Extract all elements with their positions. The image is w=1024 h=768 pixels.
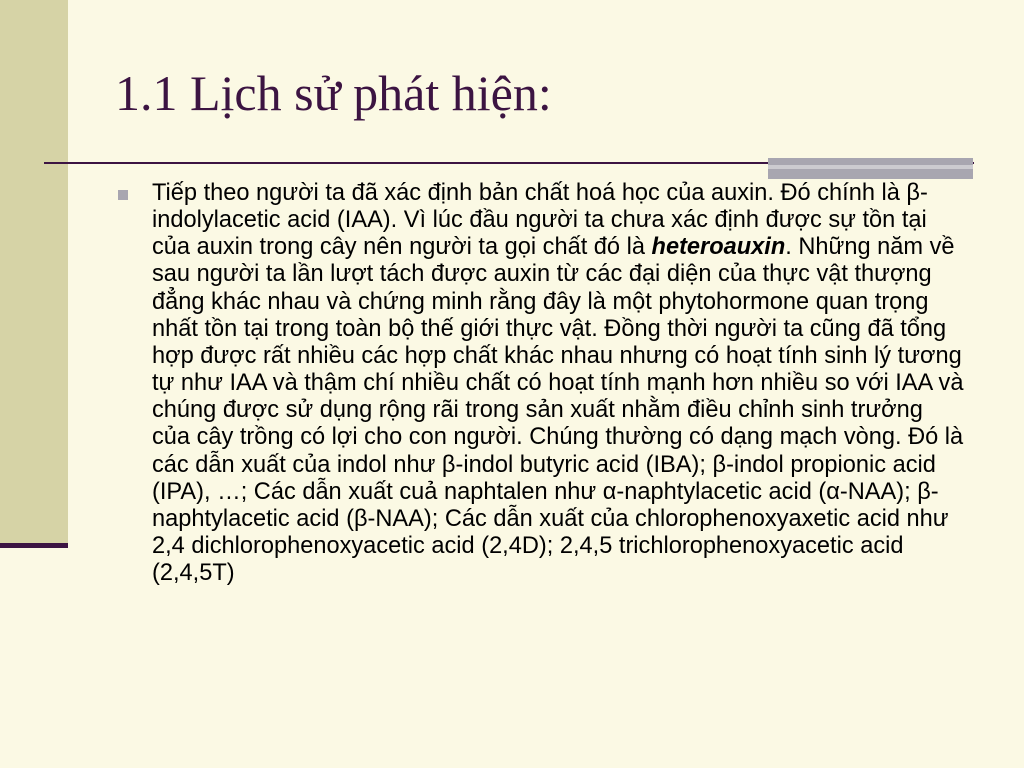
slide-title: 1.1 Lịch sử phát hiện: xyxy=(115,65,552,121)
sidebar-rule xyxy=(0,543,68,548)
paragraph-text-after: . Những năm về sau người ta lần lượt tách được auxin từ các đại diện của thực vật thượng đẳng khác nhau và chứng minh rằng đây là một phytohormone quan trọng nhất tồn tại trong toàn bộ thế giới thực vật. Đồng thời người ta cũng đã tổng hợp được rất nhiều các hợp chất khác nhau nhưng có hoạt tính sinh lý tương tự như IAA và thậm chí nhiều chất có hoạt tính mạnh hơn nhiều so với IAA và chúng được sử dụng rộng rãi trong sản xuất nhằm điều chỉnh sinh trưởng của cây trồng có lợi cho con người. Chúng thường có dạng mạch vòng. Đó là các dẫn xuất của indol như β-indol butyric acid (IBA); β-indol propionic acid (IPA), …; Các dẫn xuất cuả naphtalen như α-naphtylacetic acid (α-NAA); β-naphtylacetic acid (β-NAA); Các dẫn xuất của chlorophenoxyaxetic acid như 2,4 dichlorophenoxyacetic acid (2,4D); 2,4,5 trichlorophenoxyacetic acid (2,4,5T) xyxy=(152,234,964,587)
paragraph-emphasis: heteroauxin xyxy=(651,234,786,261)
bullet-square-icon xyxy=(118,190,128,200)
paragraph-text-before: Tiếp theo người ta đã xác định bản chất hoá học của auxin. Đó chính là β-indolylacetic acid (IAA). Vì lúc đầu người ta chưa xác định được sự tồn tại của auxin trong cây nên người ta gọi chất đó là xyxy=(152,180,928,261)
title-accent-stripe xyxy=(768,165,973,169)
body-paragraph xyxy=(152,180,964,587)
left-sidebar-band xyxy=(0,0,68,548)
